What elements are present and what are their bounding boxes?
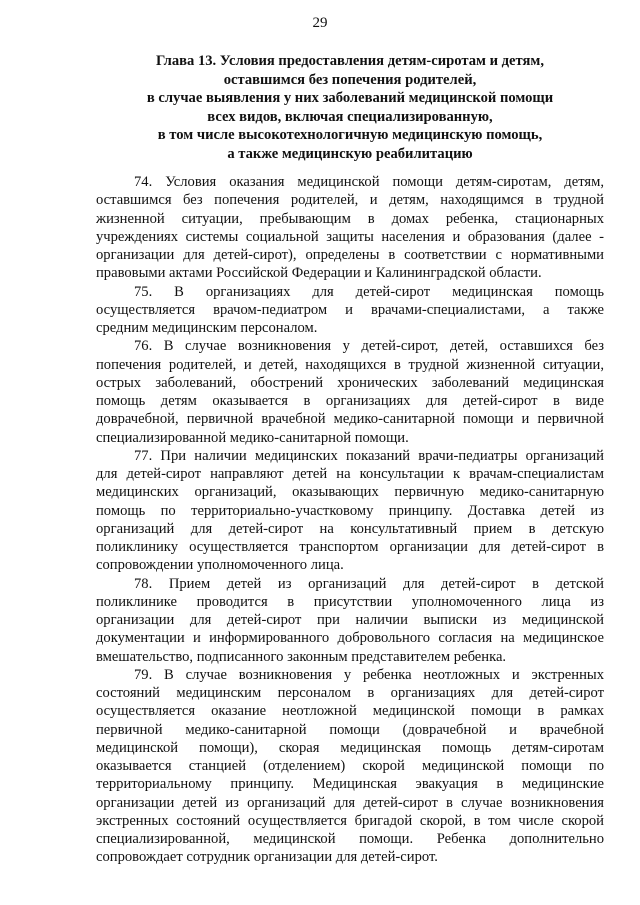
text-line: вмешательство, подписанного законным представителем ребенка. [96,648,507,665]
text-line: попечения родителей, и детей, находящихся в трудной жизненной ситуации, [96,356,604,373]
text-line: осуществляется оказание неотложной медицинской помощи в рамках [96,703,604,720]
chapter-title-line: всех видов, включая специализированную, [207,108,493,125]
text-line: оказывается станцией (отделением) скорой медицинской помощи по [96,758,604,774]
text-line: документации и информированного добровольного согласия на медицинское [96,630,604,647]
text-line: специализированной медико-санитарной помощи. [96,429,409,446]
chapter-title-line: а также медицинскую реабилитацию [227,145,473,162]
chapter-title-line: Глава 13. Условия предоставления детям-сиротам и детям, [156,53,544,69]
text-line: жизненной ситуации, пребывающим в домах ребенка, стационарных [96,210,604,227]
text-line: 76. В случае возникновения у детей-сирот, детей, оставшихся без [134,338,604,355]
paragraph-79 [96,666,604,867]
text-line: территориальному принципу. Медицинская эвакуация в медицинские [96,776,604,793]
text-line: доврачебной, первичной врачебной медико-санитарной помощи и первичной [96,411,604,428]
text-line: для детей-сирот направляют детей на консультации к врачам-специалистам [96,466,604,482]
text-line: 74. Условия оказания медицинской помощи детям-сиротам, детям, [134,174,604,190]
text-line: осуществляется врачом-педиатром и врачами-специалистами, а также [96,301,604,318]
chapter-title [96,52,604,164]
text-line: 78. Прием детей из организаций для детей-сирот в детской [134,575,604,592]
text-line: медицинских организаций, оказывающих первичную медико-санитарную [96,484,604,501]
text-line: острых заболеваний, обострений хронических заболеваний медицинская [96,374,604,391]
text-line: помощь детям оказывается в организациях для детей-сирот в виде [96,393,604,409]
page-number: 29 [312,15,328,31]
text-line: организаций для детей-сирот на консультативный прием в детскую [96,520,604,537]
text-line: организации для детей-сирот), определены в соответствии с нормативными [96,247,604,263]
text-line: сопровождении уполномоченного лица. [96,557,344,574]
text-line: 77. При наличии медицинских показаний врачи-педиатры организаций [134,447,604,464]
body-text [96,173,604,867]
text-line: организации детей из организаций для детей-сирот в случае возникновения [96,794,604,811]
text-line: состояний медицинским персоналом в организациях для детей-сирот [96,685,604,701]
text-line: оставшимся без попечения родителей, и детям, находящимся в трудной [96,192,604,209]
text-line: медицинской помощи), скорая медицинская помощь детям-сиротам [96,739,604,756]
text-line: экстренных состояний осуществляется бригадой скорой, в том числе скорой [96,812,604,829]
paragraph-74 [96,173,604,283]
text-line: специализированной, медицинской помощи. Ребенка дополнительно [96,831,604,847]
text-line: 79. В случае возникновения у ребенка неотложных и экстренных [134,666,604,683]
text-line: первичной медико-санитарной помощи (доврачебной и врачебной [96,721,604,738]
text-line: поликлинике проводится в присутствии уполномоченного лица из [96,593,604,610]
text-line: средним медицинским персоналом. [96,320,318,336]
chapter-title-line: оставшимся без попечения родителей, [223,71,477,88]
chapter-title-line: в том числе высокотехнологичную медицинскую помощь, [157,127,543,144]
text-line: сопровождает сотрудник организации для детей-сирот. [96,849,438,866]
text-line: 75. В организациях для детей-сирот медицинская помощь [134,283,604,300]
paragraph-78 [96,575,604,666]
paragraph-76 [96,337,604,447]
text-line: помощь по территориально-участковому принципу. Доставка детей из [96,502,604,519]
chapter-title-line: в случае выявления у них заболеваний медицинской помощи [146,90,554,107]
paragraph-75 [96,283,604,338]
text-line: правовыми актами Российской Федерации и Калининградской области. [96,265,542,282]
text-line: учреждениях системы социальной защиты населения и образования (далее - [96,228,604,245]
text-line: организации для детей-сирот при наличии выписки из медицинской [96,612,604,628]
paragraph-77 [96,447,604,575]
text-line: поликлинику осуществляется транспортом организации для детей-сирот в [96,539,604,555]
